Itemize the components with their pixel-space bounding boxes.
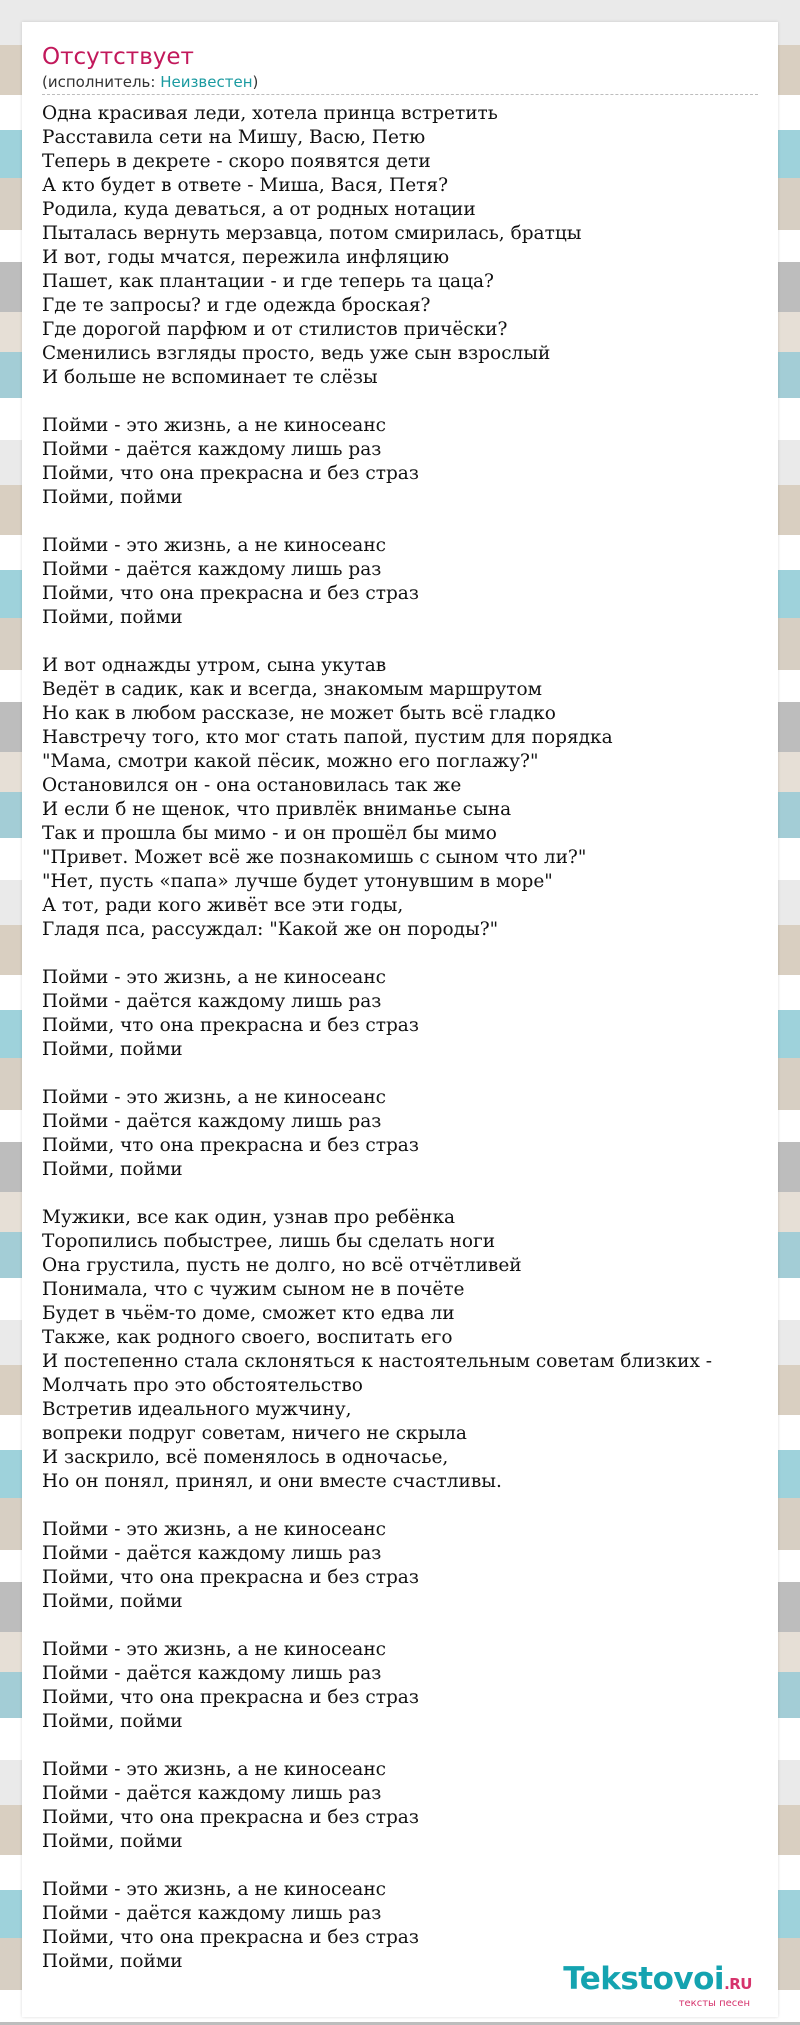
lyrics-line: Пойми - это жизнь, а не киносеанс	[42, 1879, 387, 1900]
lyrics-line: Навстречу того, кто мог стать папой, пустим для порядка	[42, 727, 613, 748]
lyrics-line: Пыталась вернуть мерзавца, потом смирилась, братцы	[42, 223, 582, 244]
lyrics-stanza	[42, 1206, 782, 1494]
lyrics-line: И больше не вспоминает те слёзы	[42, 367, 378, 388]
lyrics-stanza	[42, 102, 782, 390]
lyrics-line: Пойми, пойми	[42, 487, 183, 508]
lyrics-line: Пашет, как плантации - и где теперь та цаца?	[42, 271, 494, 292]
site-logo[interactable]	[563, 1963, 752, 2009]
lyrics-line: И вот однажды утром, сына укутав	[42, 655, 387, 676]
lyrics-line: Будет в чьём-то доме, сможет кто едва ли	[42, 1303, 455, 1324]
lyrics-line: Остановился он - она остановилась так же	[42, 775, 462, 796]
lyrics-body	[42, 102, 782, 1998]
lyrics-line: А тот, ради кого живёт все эти годы,	[42, 895, 404, 916]
lyrics-line: Пойми, что она прекрасна и без страз	[42, 1687, 419, 1708]
lyrics-line: Встретив идеального мужчину,	[42, 1399, 352, 1420]
lyrics-line: Торопились побыстрее, лишь бы сделать ноги	[42, 1231, 496, 1252]
lyrics-line: Пойми, что она прекрасна и без страз	[42, 1807, 419, 1828]
lyrics-line: Пойми - даётся каждому лишь раз	[42, 1663, 382, 1684]
lyrics-line: Пойми - это жизнь, а не киносеанс	[42, 535, 387, 556]
lyrics-line: Гладя пса, рассуждал: "Какой же он породы?"	[42, 919, 499, 940]
logo-tagline: тексты песен	[678, 1998, 750, 2009]
song-header	[42, 42, 758, 95]
lyrics-line: А кто будет в ответе - Миша, Вася, Петя?	[42, 175, 448, 196]
lyrics-line: Сменились взгляды просто, ведь уже сын взрослый	[42, 343, 551, 364]
lyrics-stanza	[42, 1758, 782, 1854]
lyrics-line: "Мама, смотри какой пёсик, можно его поглажу?"	[42, 751, 539, 772]
lyrics-stanza	[42, 1878, 782, 1974]
lyrics-line: Пойми - даётся каждому лишь раз	[42, 991, 382, 1012]
lyrics-line: Пойми, что она прекрасна и без страз	[42, 463, 419, 484]
artist-suffix: )	[252, 73, 259, 91]
lyrics-line: Расставила сети на Мишу, Васю, Петю	[42, 127, 426, 148]
lyrics-line: Пойми - это жизнь, а не киносеанс	[42, 415, 387, 436]
lyrics-line: Пойми - даётся каждому лишь раз	[42, 1783, 382, 1804]
lyrics-stanza	[42, 1086, 782, 1182]
lyrics-line: Мужики, все как один, узнав про ребёнка	[42, 1207, 456, 1228]
lyrics-line: Пойми - даётся каждому лишь раз	[42, 1111, 382, 1132]
artist-line	[42, 72, 758, 95]
lyrics-line: Пойми, пойми	[42, 607, 183, 628]
lyrics-line: вопреки подруг советам, ничего не скрыла	[42, 1423, 467, 1444]
lyrics-line: Пойми - даётся каждому лишь раз	[42, 559, 382, 580]
lyrics-line: Пойми, пойми	[42, 1591, 183, 1612]
lyrics-stanza	[42, 1638, 782, 1734]
lyrics-line: Пойми - даётся каждому лишь раз	[42, 1543, 382, 1564]
lyrics-stanza	[42, 654, 782, 942]
lyrics-stanza	[42, 414, 782, 510]
lyrics-line: И если б не щенок, что привлёк вниманье сына	[42, 799, 512, 820]
lyrics-line: Пойми, что она прекрасна и без страз	[42, 583, 419, 604]
song-title: Отсутствует	[42, 44, 194, 70]
lyrics-stanza	[42, 534, 782, 630]
lyrics-line: "Привет. Может всё же познакомишь с сыном что ли?"	[42, 847, 587, 868]
lyrics-line: Родила, куда деваться, а от родных нотации	[42, 199, 476, 220]
lyrics-line: Пойми, пойми	[42, 1711, 183, 1732]
lyrics-stanza	[42, 966, 782, 1062]
lyrics-line: И вот, годы мчатся, пережила инфляцию	[42, 247, 450, 268]
lyrics-line: Пойми - даётся каждому лишь раз	[42, 1903, 382, 1924]
lyrics-line: Пойми, что она прекрасна и без страз	[42, 1567, 419, 1588]
lyrics-line: Пойми, пойми	[42, 1039, 183, 1060]
lyrics-card	[22, 22, 778, 2017]
lyrics-line: Где те запросы? и где одежда броская?	[42, 295, 431, 316]
lyrics-line: Также, как родного своего, воспитать его	[42, 1327, 453, 1348]
lyrics-line: Пойми, пойми	[42, 1831, 183, 1852]
lyrics-line: Пойми, что она прекрасна и без страз	[42, 1927, 419, 1948]
lyrics-line: И заскрило, всё поменялось в одночасье,	[42, 1447, 449, 1468]
lyrics-line: Молчать про это обстоятельство	[42, 1375, 363, 1396]
lyrics-line: Но как в любом рассказе, не может быть всё гладко	[42, 703, 556, 724]
lyrics-line: Она грустила, пусть не долго, но всё отчётливей	[42, 1255, 522, 1276]
lyrics-line: Пойми - это жизнь, а не киносеанс	[42, 1087, 387, 1108]
lyrics-line: Одна красивая леди, хотела принца встретить	[42, 103, 498, 124]
lyrics-line: Ведёт в садик, как и всегда, знакомым маршрутом	[42, 679, 543, 700]
lyrics-line: Понимала, что с чужим сыном не в почёте	[42, 1279, 465, 1300]
lyrics-stanza	[42, 1518, 782, 1614]
lyrics-line: Пойми - даётся каждому лишь раз	[42, 439, 382, 460]
lyrics-line: Пойми - это жизнь, а не киносеанс	[42, 1759, 387, 1780]
lyrics-line: Пойми, пойми	[42, 1951, 183, 1972]
lyrics-line: Пойми - это жизнь, а не киносеанс	[42, 967, 387, 988]
logo-tld: .RU	[724, 1975, 752, 1993]
lyrics-line: Пойми, пойми	[42, 1159, 183, 1180]
lyrics-line: Пойми - это жизнь, а не киносеанс	[42, 1519, 387, 1540]
artist-link[interactable]: Неизвестен	[160, 73, 253, 91]
logo-name: Tekstovoi	[563, 1961, 725, 1997]
lyrics-line: Пойми, что она прекрасна и без страз	[42, 1015, 419, 1036]
artist-prefix: (исполнитель:	[42, 73, 161, 91]
lyrics-line: Пойми, что она прекрасна и без страз	[42, 1135, 419, 1156]
lyrics-line: Но он понял, принял, и они вместе счастливы.	[42, 1471, 502, 1492]
lyrics-line: "Нет, пусть «папа» лучше будет утонувшим в море"	[42, 871, 553, 892]
lyrics-line: Теперь в декрете - скоро появятся дети	[42, 151, 431, 172]
lyrics-line: Где дорогой парфюм и от стилистов причёски?	[42, 319, 508, 340]
lyrics-line: Пойми - это жизнь, а не киносеанс	[42, 1639, 387, 1660]
lyrics-line: И постепенно стала склоняться к настоятельным советам близких -	[42, 1351, 713, 1372]
lyrics-line: Так и прошла бы мимо - и он прошёл бы мимо	[42, 823, 497, 844]
